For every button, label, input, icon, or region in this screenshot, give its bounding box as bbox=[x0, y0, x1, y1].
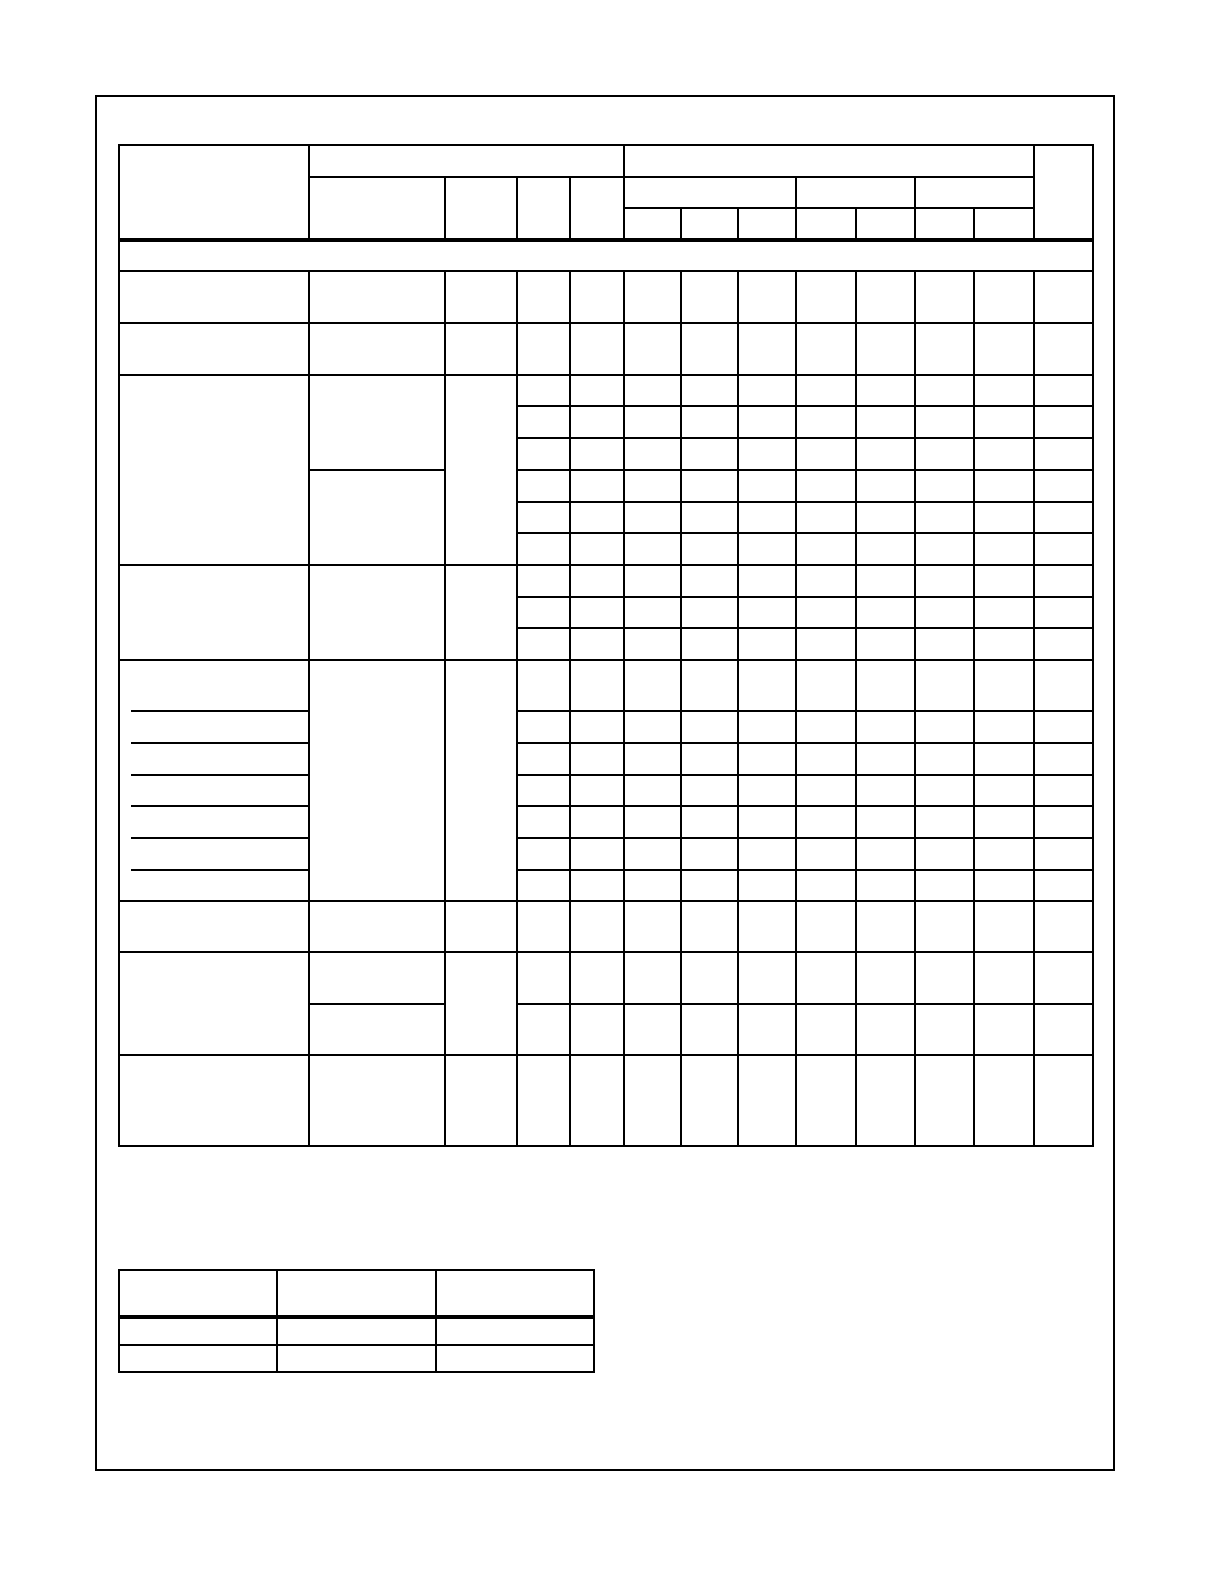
main-table bbox=[119, 145, 1093, 1146]
main-table-border bbox=[119, 145, 1093, 1146]
legend-table bbox=[119, 1270, 594, 1372]
legend-table-border bbox=[119, 1270, 594, 1372]
